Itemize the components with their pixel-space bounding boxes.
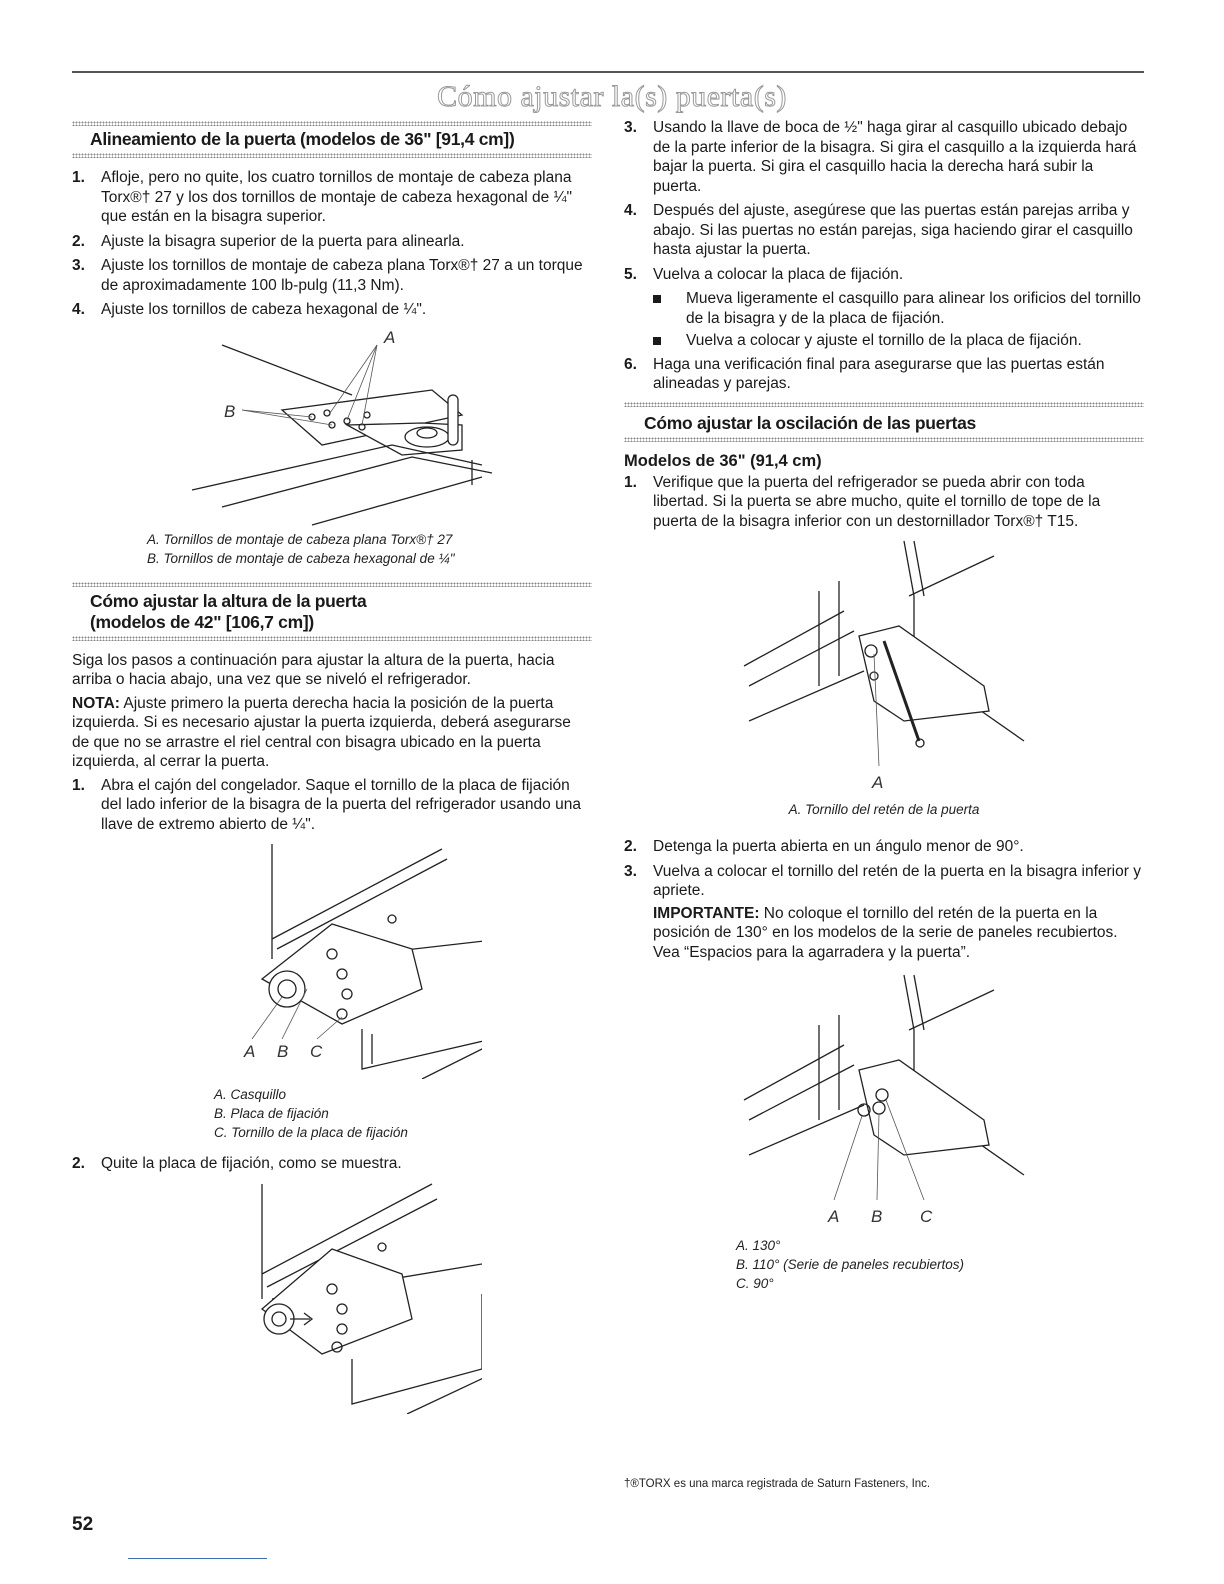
- section-door-height: [72, 582, 592, 641]
- fig-label-c: C: [310, 1042, 323, 1061]
- fig-label-b: B: [277, 1042, 289, 1061]
- bullet-list: [653, 289, 1144, 351]
- list-item: 3. Ajuste los tornillos de montaje de cabeza plana Torx®† 27 a un torque de aproximadamente 100 lb-pulg (11,3 Nm).: [72, 257, 583, 294]
- subheading: Modelos de 36" (91,4 cm): [624, 451, 822, 470]
- note-paragraph: NOTA: Ajuste primero la puerta derecha hacia la posición de la puerta izquierda. Si es necesario ajustar la puerta izquierda, deberá asegurarse de que no se arrastre el riel central con bisagra ubicado en la puerta izquierda, al cerrar la puerta.: [72, 694, 571, 770]
- list-item: 2. Ajuste la bisagra superior de la puerta para alinearla.: [72, 232, 465, 250]
- footnote: †®TORX es una marca registrada de Saturn Fasteners, Inc.: [624, 1478, 931, 1490]
- section-heading: Cómo ajustar la altura de la puerta: [90, 590, 367, 611]
- list-item: Vuelva a colocar y ajuste el tornillo de la placa de fijación.: [653, 331, 1144, 351]
- list-item: 1. Abra el cajón del congelador. Saque el tornillo de la placa de fijación del lado inferior de la bisagra de la puerta del refrigerador usando una llave de extremo abierto de ¼".: [72, 776, 581, 833]
- list-item: 2. Quite la placa de fijación, como se muestra.: [72, 1155, 402, 1172]
- list-item: 3. Usando la llave de boca de ½" haga girar al casquillo ubicado debajo de la parte inferior de la bisagra. Si gira el casquillo a la izquierda hará bajar la puerta. Si gira el casquillo hacia la derecha hará subir la puerta.: [624, 119, 1137, 195]
- list-item: 2. Detenga la puerta abierta en un ángulo menor de 90°.: [624, 838, 1024, 855]
- list-item: 5. Vuelva a colocar la placa de fijación.: [624, 265, 904, 283]
- section-heading: Cómo ajustar la oscilación de las puertas: [644, 412, 976, 433]
- page-number: 52: [72, 1514, 94, 1535]
- fig-label-b: B: [871, 1207, 883, 1226]
- section-door-swing: [624, 402, 1144, 442]
- left-column: [72, 118, 592, 1414]
- figure-caption: A. 130° B. 110° (Serie de paneles recubiertos) C. 90°: [736, 1238, 965, 1291]
- section-heading-line2: (modelos de 42" [106,7 cm]): [90, 611, 314, 632]
- list-item: 4. Ajuste los tornillos de cabeza hexagonal de ¼".: [72, 301, 427, 318]
- page-title: Cómo ajustar la(s) puerta(s): [437, 80, 787, 113]
- section-door-alignment: [72, 121, 592, 158]
- bottom-link-line: [128, 1558, 267, 1559]
- figure-caption: A. Tornillo del retén de la puerta: [788, 802, 980, 817]
- fig-label-b: B: [224, 401, 236, 421]
- height-steps-continued: [624, 118, 1144, 284]
- list-item: 3. Vuelva a colocar el tornillo del retén de la puerta en la bisagra inferior y apriete.: [624, 862, 1141, 899]
- list-item: 4. Después del ajuste, asegúrese que las puertas están parejas arriba y abajo. Si las puertas no están parejas, siga haciendo girar el casquillo hasta ajustar la puerta.: [624, 202, 1133, 258]
- fig-label-a: A: [384, 327, 396, 347]
- hinge-bushing-illustration: [182, 839, 482, 1079]
- list-item: Mueva ligeramente el casquillo para alinear los orificios del tornillo de la bisagra y de la placa de fijación.: [653, 289, 1144, 328]
- fig-label-a: A: [244, 1042, 256, 1061]
- top-rule: [72, 71, 1144, 73]
- fig-label-a: A: [872, 773, 884, 792]
- right-column: [624, 118, 1144, 1293]
- list-item: 1. Afloje, pero no quite, los cuatro tornillos de montaje de cabeza plana Torx®† 27 y los dos tornillos de montaje de cabeza hexagonal de ¼" que están en la bisagra superior.: [72, 169, 573, 225]
- top-hinge-illustration: [162, 325, 502, 530]
- figure-caption: A. Casquillo B. Placa de fijación C. Tornillo de la placa de fijación: [214, 1087, 408, 1140]
- section-heading: Alineamiento de la puerta (modelos de 36" [91,4 cm]): [90, 129, 515, 149]
- important-paragraph: IMPORTANTE: No coloque el tornillo del retén de la puerta en la posición de 130° en los modelos de la serie de paneles recubiertos. Vea “Espacios para la agarradera y la puerta”.: [653, 904, 1118, 961]
- fig-label-a: A: [828, 1207, 840, 1226]
- height-steps: [72, 776, 592, 835]
- door-stop-screw-illustration: [724, 536, 1044, 796]
- remove-plate-illustration: [182, 1179, 482, 1414]
- figure-caption: A. Tornillos de montaje de cabeza plana Torx®† 27 B. Tornillos de montaje de cabeza hexagonal de ¼": [147, 531, 455, 566]
- alignment-steps: [72, 168, 592, 320]
- list-item: 1. Verifique que la puerta del refrigerador se pueda abrir con toda libertad. Si la puerta se abre mucho, quite el tornillo de tope de la puerta de la bisagra inferior con un destornillador Torx®† T15.: [624, 473, 1101, 530]
- list-item: 6. Haga una verificación final para asegurarse que las puertas están alineadas y parejas.: [624, 355, 1105, 392]
- intro-paragraph: Siga los pasos a continuación para ajustar la altura de la puerta, hacia arriba o hacia abajo, una vez que se niveló el refrigerador.: [72, 651, 555, 688]
- fig-label-c: C: [920, 1207, 933, 1226]
- door-swing-positions-illustration: [724, 970, 1044, 1230]
